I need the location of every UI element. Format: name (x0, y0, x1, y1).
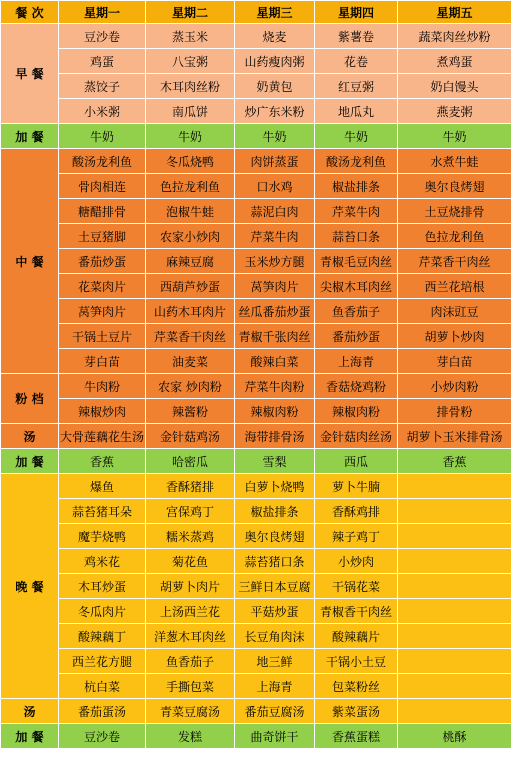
dish-cell: 煮鸡蛋 (398, 49, 512, 74)
dish-cell: 骨肉相连 (59, 174, 146, 199)
dish-cell: 玉米炒方腿 (235, 249, 315, 274)
dish-cell: 油麦菜 (146, 349, 235, 374)
header-corner-cell: 餐 次 (1, 1, 59, 24)
dish-cell: 色拉龙利鱼 (146, 174, 235, 199)
dish-cell: 哈密瓜 (146, 449, 235, 474)
menu-row (1, 449, 512, 474)
dish-cell: 蒸玉米 (146, 24, 235, 49)
dish-cell: 手撕包菜 (146, 674, 235, 699)
dish-cell: 烧麦 (235, 24, 315, 49)
menu-row (1, 649, 512, 674)
dish-cell: 肉饼蒸蛋 (235, 149, 315, 174)
dish-cell: 牛奶 (146, 124, 235, 149)
dish-cell: 酸辣白菜 (235, 349, 315, 374)
meal-label-cell: 中 餐 (1, 149, 59, 374)
dish-cell: 干锅花菜 (315, 574, 398, 599)
dish-cell: 辣椒炒肉 (59, 399, 146, 424)
menu-row (1, 549, 512, 574)
dish-cell: 紫菜蛋汤 (315, 699, 398, 724)
dish-cell: 鸡米花 (59, 549, 146, 574)
dish-cell: 色拉龙利鱼 (398, 224, 512, 249)
dish-cell: 小米粥 (59, 99, 146, 124)
dish-cell: 青椒毛豆肉丝 (315, 249, 398, 274)
menu-row (1, 349, 512, 374)
dish-cell: 辣子鸡丁 (315, 524, 398, 549)
menu-row (1, 49, 512, 74)
meal-label-cell: 早 餐 (1, 24, 59, 124)
menu-row (1, 74, 512, 99)
menu-row (1, 724, 512, 749)
header-day-monday: 星期一 (59, 1, 146, 24)
header-day-tuesday: 星期二 (146, 1, 235, 24)
dish-cell (398, 624, 512, 649)
dish-cell: 芹菜香干肉丝 (146, 324, 235, 349)
dish-cell: 奶黄包 (235, 74, 315, 99)
header-day-thursday: 星期四 (315, 1, 398, 24)
dish-cell: 口水鸡 (235, 174, 315, 199)
dish-cell (398, 649, 512, 674)
dish-cell: 上海青 (315, 349, 398, 374)
meal-label-cell: 晚 餐 (1, 474, 59, 699)
menu-row (1, 299, 512, 324)
dish-cell: 奶白馒头 (398, 74, 512, 99)
menu-row (1, 699, 512, 724)
menu-row (1, 224, 512, 249)
dish-cell: 牛奶 (59, 124, 146, 149)
dish-cell: 八宝粥 (146, 49, 235, 74)
dish-cell: 宫保鸡丁 (146, 499, 235, 524)
dish-cell: 麻辣豆腐 (146, 249, 235, 274)
dish-cell: 土豆猪脚 (59, 224, 146, 249)
dish-cell: 桃酥 (398, 724, 512, 749)
menu-row (1, 99, 512, 124)
menu-row (1, 199, 512, 224)
header-day-friday: 星期五 (398, 1, 512, 24)
dish-cell: 椒盐排条 (315, 174, 398, 199)
dish-cell: 爆鱼 (59, 474, 146, 499)
dish-cell: 莴笋肉片 (235, 274, 315, 299)
dish-cell: 地三鲜 (235, 649, 315, 674)
dish-cell (398, 599, 512, 624)
dish-cell: 农家小炒肉 (146, 224, 235, 249)
dish-cell: 番茄豆腐汤 (235, 699, 315, 724)
menu-row (1, 499, 512, 524)
menu-row (1, 424, 512, 449)
dish-cell: 奥尔良烤翅 (235, 524, 315, 549)
dish-cell: 香蕉 (59, 449, 146, 474)
dish-cell: 杭白菜 (59, 674, 146, 699)
dish-cell: 香菇烧鸡粉 (315, 374, 398, 399)
dish-cell: 蒜泥白肉 (235, 199, 315, 224)
dish-cell: 西兰花培根 (398, 274, 512, 299)
dish-cell: 丝瓜番茄炒蛋 (235, 299, 315, 324)
dish-cell: 干锅土豆片 (59, 324, 146, 349)
dish-cell: 牛奶 (235, 124, 315, 149)
dish-cell: 莴笋肉片 (59, 299, 146, 324)
dish-cell: 豆沙卷 (59, 24, 146, 49)
dish-cell: 胡萝卜炒肉 (398, 324, 512, 349)
menu-row (1, 249, 512, 274)
dish-cell: 排骨粉 (398, 399, 512, 424)
dish-cell: 干锅小土豆 (315, 649, 398, 674)
dish-cell: 胡萝卜肉片 (146, 574, 235, 599)
dish-cell: 蔬菜肉丝炒粉 (398, 24, 512, 49)
menu-row (1, 374, 512, 399)
menu-row (1, 324, 512, 349)
dish-cell: 雪梨 (235, 449, 315, 474)
dish-cell: 山药瘦肉粥 (235, 49, 315, 74)
dish-cell: 上汤西兰花 (146, 599, 235, 624)
dish-cell: 芹菜牛肉 (315, 199, 398, 224)
dish-cell: 辣酱粉 (146, 399, 235, 424)
dish-cell: 蒜苔猪耳朵 (59, 499, 146, 524)
dish-cell: 魔芋烧鸭 (59, 524, 146, 549)
dish-cell: 萝卜牛腩 (315, 474, 398, 499)
dish-cell: 奥尔良烤翅 (398, 174, 512, 199)
dish-cell: 青椒千张肉丝 (235, 324, 315, 349)
dish-cell: 酸汤龙利鱼 (315, 149, 398, 174)
meal-label-cell: 加 餐 (1, 124, 59, 149)
menu-row (1, 274, 512, 299)
dish-cell: 芽白苗 (398, 349, 512, 374)
menu-row (1, 474, 512, 499)
dish-cell: 菊花鱼 (146, 549, 235, 574)
dish-cell: 燕麦粥 (398, 99, 512, 124)
dish-cell: 西兰花方腿 (59, 649, 146, 674)
dish-cell: 辣椒肉粉 (235, 399, 315, 424)
dish-cell: 牛肉粉 (59, 374, 146, 399)
dish-cell: 海带排骨汤 (235, 424, 315, 449)
menu-row (1, 524, 512, 549)
dish-cell: 蒜苔口条 (315, 224, 398, 249)
menu-row (1, 674, 512, 699)
dish-cell (398, 699, 512, 724)
dish-cell: 小炒肉粉 (398, 374, 512, 399)
meal-label-cell: 汤 (1, 424, 59, 449)
dish-cell: 南瓜饼 (146, 99, 235, 124)
dish-cell: 酸汤龙利鱼 (59, 149, 146, 174)
dish-cell: 椒盐排条 (235, 499, 315, 524)
header-day-wednesday: 星期三 (235, 1, 315, 24)
dish-cell (398, 549, 512, 574)
dish-cell: 鸡蛋 (59, 49, 146, 74)
dish-cell: 香蕉蛋糕 (315, 724, 398, 749)
dish-cell: 花菜肉片 (59, 274, 146, 299)
dish-cell: 芹菜香干肉丝 (398, 249, 512, 274)
dish-cell: 木耳肉丝粉 (146, 74, 235, 99)
dish-cell: 鱼香茄子 (315, 299, 398, 324)
dish-cell: 紫薯卷 (315, 24, 398, 49)
menu-table-body (1, 1, 512, 749)
header-row (1, 1, 512, 24)
dish-cell: 红豆粥 (315, 74, 398, 99)
menu-row (1, 124, 512, 149)
dish-cell: 炒广东米粉 (235, 99, 315, 124)
dish-cell: 牛奶 (315, 124, 398, 149)
dish-cell: 上海青 (235, 674, 315, 699)
menu-row (1, 599, 512, 624)
dish-cell: 地瓜丸 (315, 99, 398, 124)
dish-cell (398, 574, 512, 599)
dish-cell: 水煮牛蛙 (398, 149, 512, 174)
dish-cell: 金针菇鸡汤 (146, 424, 235, 449)
dish-cell: 平菇炒蛋 (235, 599, 315, 624)
dish-cell: 香酥鸡排 (315, 499, 398, 524)
dish-cell (398, 674, 512, 699)
dish-cell: 香蕉 (398, 449, 512, 474)
dish-cell: 蒜苔猪口条 (235, 549, 315, 574)
menu-row (1, 149, 512, 174)
dish-cell: 冬瓜烧鸭 (146, 149, 235, 174)
dish-cell: 大骨莲藕花生汤 (59, 424, 146, 449)
dish-cell: 长豆角肉沫 (235, 624, 315, 649)
dish-cell: 曲奇饼干 (235, 724, 315, 749)
dish-cell: 洋葱木耳肉丝 (146, 624, 235, 649)
dish-cell: 酸辣藕丁 (59, 624, 146, 649)
dish-cell: 酸辣藕片 (315, 624, 398, 649)
menu-row (1, 624, 512, 649)
meal-label-cell: 汤 (1, 699, 59, 724)
meal-label-cell: 加 餐 (1, 724, 59, 749)
dish-cell: 尖椒木耳肉丝 (315, 274, 398, 299)
dish-cell: 青菜豆腐汤 (146, 699, 235, 724)
dish-cell: 金针菇肉丝汤 (315, 424, 398, 449)
dish-cell: 豆沙卷 (59, 724, 146, 749)
dish-cell: 山药木耳肉片 (146, 299, 235, 324)
dish-cell (398, 499, 512, 524)
dish-cell: 牛奶 (398, 124, 512, 149)
dish-cell: 农家 炒肉粉 (146, 374, 235, 399)
dish-cell: 冬瓜肉片 (59, 599, 146, 624)
dish-cell: 青椒香干肉丝 (315, 599, 398, 624)
dish-cell: 肉沫豇豆 (398, 299, 512, 324)
dish-cell (398, 474, 512, 499)
dish-cell: 番茄炒蛋 (59, 249, 146, 274)
dish-cell: 白萝卜烧鸭 (235, 474, 315, 499)
dish-cell: 鱼香茄子 (146, 649, 235, 674)
dish-cell: 香酥猪排 (146, 474, 235, 499)
dish-cell: 糖醋排骨 (59, 199, 146, 224)
menu-row (1, 574, 512, 599)
meal-label-cell: 粉 档 (1, 374, 59, 424)
dish-cell: 土豆烧排骨 (398, 199, 512, 224)
dish-cell: 芽白苗 (59, 349, 146, 374)
dish-cell: 三鲜日本豆腐 (235, 574, 315, 599)
dish-cell: 西葫芦炒蛋 (146, 274, 235, 299)
dish-cell: 芹菜牛肉粉 (235, 374, 315, 399)
dish-cell: 西瓜 (315, 449, 398, 474)
dish-cell: 小炒肉 (315, 549, 398, 574)
dish-cell (398, 524, 512, 549)
dish-cell: 木耳炒蛋 (59, 574, 146, 599)
dish-cell: 番茄炒蛋 (315, 324, 398, 349)
dish-cell: 胡萝卜玉米排骨汤 (398, 424, 512, 449)
dish-cell: 芹菜牛肉 (235, 224, 315, 249)
menu-row (1, 399, 512, 424)
dish-cell: 泡椒牛蛙 (146, 199, 235, 224)
dish-cell: 发糕 (146, 724, 235, 749)
dish-cell: 糯米蒸鸡 (146, 524, 235, 549)
dish-cell: 花卷 (315, 49, 398, 74)
dish-cell: 番茄蛋汤 (59, 699, 146, 724)
menu-row (1, 174, 512, 199)
menu-row (1, 24, 512, 49)
dish-cell: 蒸饺子 (59, 74, 146, 99)
dish-cell: 包菜粉丝 (315, 674, 398, 699)
meal-label-cell: 加 餐 (1, 449, 59, 474)
dish-cell: 辣椒肉粉 (315, 399, 398, 424)
